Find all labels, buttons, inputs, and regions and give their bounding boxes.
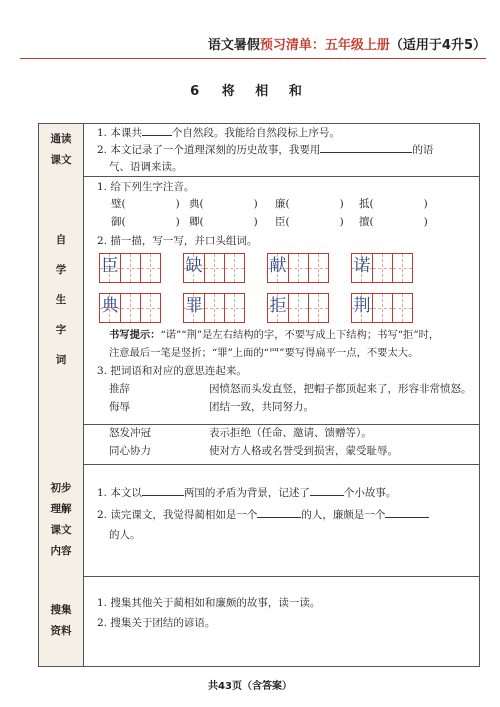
section-label-zixue-cont — [39, 424, 84, 464]
header-title — [208, 34, 486, 53]
writing-grid[interactable] — [183, 293, 245, 323]
writing-grid[interactable] — [351, 253, 413, 283]
pinyin-item — [359, 195, 428, 213]
soji-q2: 2. 搜集关于团结的谚语。 — [97, 617, 216, 629]
answer-blank[interactable] — [385, 506, 429, 518]
label-line: 搜集 — [50, 604, 72, 616]
match-meaning[interactable]: 使对方人格或名誉受到损害，蒙受耻辱。 — [209, 445, 398, 457]
section-label-soji — [39, 576, 84, 666]
pinyin-char: 御( — [111, 216, 126, 228]
answer-blank[interactable] — [142, 124, 172, 136]
paren: ) — [339, 216, 344, 228]
q-text: 个小故事。 — [343, 487, 397, 499]
q-text: 1. 本课共 — [97, 127, 142, 139]
writing-tip — [97, 326, 469, 362]
q-text: 1. 本文以 — [97, 487, 142, 499]
answer-blank[interactable] — [257, 506, 301, 518]
lesson-title-char: 相 — [255, 84, 271, 99]
label-char: 自 — [55, 234, 67, 246]
q-text: 的语 — [412, 144, 434, 156]
page-footer: 共43页（含答案） — [208, 681, 292, 692]
pinyin-char: 廉( — [275, 198, 290, 210]
lesson-title-char: 将 — [221, 84, 237, 99]
section-chubu — [39, 464, 479, 577]
zixue-p3-title: 3. 把词语和对应的意思连起来。 — [97, 365, 247, 377]
writing-grid[interactable] — [267, 293, 329, 323]
writing-grid[interactable] — [99, 253, 161, 283]
label-line: 资料 — [50, 625, 72, 637]
section-soji — [39, 576, 479, 666]
chubu-q2-cont: 的人。 — [109, 529, 141, 541]
pinyin-char: 璧( — [111, 198, 126, 210]
answer-blank[interactable] — [320, 141, 412, 153]
tongdu-q1 — [97, 124, 340, 142]
section-zixue — [39, 176, 479, 425]
label-line: 课文 — [50, 154, 72, 166]
pinyin-char: 典( — [189, 198, 204, 210]
pinyin-char: 擅( — [359, 216, 374, 228]
header-part4: （适用于4升5） — [389, 38, 486, 53]
trace-char: 拒 — [269, 296, 287, 316]
pinyin-item — [275, 213, 344, 231]
match-term[interactable]: 怒发冲冠 — [109, 427, 151, 439]
trace-char: 诺 — [353, 256, 371, 276]
pinyin-char: 卿( — [189, 216, 204, 228]
match-term[interactable]: 同心协力 — [109, 445, 151, 457]
header-part1: 语文暑假 — [207, 38, 260, 53]
writing-grid[interactable] — [99, 293, 161, 323]
paren: ) — [423, 198, 428, 210]
q-text: 两国的矛盾为背景，记述了 — [183, 487, 310, 499]
pinyin-char: 抵( — [359, 198, 374, 210]
header-part2: 预习清单： — [259, 38, 325, 53]
label-line: 通读 — [50, 133, 72, 145]
paren: ) — [175, 216, 180, 228]
pinyin-item — [189, 195, 258, 213]
lesson-title-char: 和 — [288, 84, 304, 99]
writing-grid[interactable] — [351, 293, 413, 323]
section-label-tongdu — [39, 124, 84, 176]
pinyin-char: 臣( — [275, 216, 290, 228]
label-line: 内容 — [50, 545, 72, 557]
trace-char: 典 — [101, 296, 119, 316]
zixue-p1-title: 1. 给下列生字注音。 — [97, 181, 195, 193]
soji-q1: 1. 搜集其他关于蔺相如和廉颇的故事，读一读。 — [97, 597, 321, 609]
label-char: 词 — [55, 354, 67, 366]
zixue-p2-title: 2. 描一描，写一写，并口头组词。 — [97, 235, 258, 247]
pinyin-item — [359, 213, 428, 231]
label-line: 课文 — [50, 524, 72, 536]
pinyin-item — [275, 195, 344, 213]
label-line: 理解 — [50, 503, 72, 515]
section-label-zixue — [39, 176, 84, 424]
writing-grid[interactable] — [183, 253, 245, 283]
section-zixue-cont — [39, 424, 479, 465]
match-meaning[interactable]: 团结一致，共同努力。 — [209, 401, 314, 413]
match-term[interactable]: 侮辱 — [109, 401, 130, 413]
match-meaning[interactable]: 因愤怒而头发直竖，把帽子都顶起来了，形容非常愤怒。 — [209, 383, 472, 395]
chubu-q1 — [97, 484, 396, 502]
paren: ) — [339, 198, 344, 210]
lesson-number: 6 — [190, 84, 202, 99]
match-meaning[interactable]: 表示拒绝（任命、邀请、馈赠等）。 — [209, 427, 372, 439]
tongdu-q2-cont — [109, 158, 183, 176]
header-part3: 五年级上册 — [324, 38, 390, 53]
worksheet-table — [38, 123, 480, 667]
q-text: 的人，廉颇是一个 — [301, 509, 386, 521]
answer-blank[interactable] — [310, 484, 344, 496]
match-term[interactable]: 推辞 — [109, 383, 130, 395]
pinyin-item — [111, 195, 180, 213]
tongdu-q2 — [97, 141, 433, 159]
section-tongdu — [39, 124, 479, 177]
trace-char: 罪 — [185, 296, 203, 316]
pinyin-item — [189, 213, 258, 231]
section-label-chubu — [39, 464, 84, 576]
writing-grid[interactable] — [267, 253, 329, 283]
trace-char: 缺 — [185, 256, 203, 276]
q-text: 2. 本文记录了一个道理深刻的历史故事，我要用 — [97, 144, 321, 156]
answer-blank[interactable] — [142, 484, 184, 496]
header-rule — [20, 58, 486, 59]
paren: ) — [253, 198, 258, 210]
q-text: 2. 读完课文，我觉得蔺相如是一个 — [97, 509, 258, 521]
tip-text: 注意最后一笔是竖折；“罪”上面的“罒”要写得扁平一点，不要太大。 — [109, 347, 419, 359]
chubu-q2 — [97, 506, 429, 524]
paren: ) — [175, 198, 180, 210]
label-line: 初步 — [50, 482, 72, 494]
tip-label: 书写提示： — [109, 329, 161, 341]
lesson-title — [0, 80, 500, 99]
trace-char: 荆 — [353, 296, 371, 316]
pinyin-item — [111, 213, 180, 231]
paren: ) — [253, 216, 258, 228]
q-text: 气、语调来读。 — [109, 161, 183, 173]
label-char: 生 — [55, 294, 67, 306]
label-char: 学 — [55, 264, 67, 276]
trace-char: 献 — [269, 256, 287, 276]
q-text: 个自然段。我能给自然段标上序号。 — [171, 127, 340, 139]
label-char: 字 — [55, 324, 67, 336]
paren: ) — [423, 216, 428, 228]
trace-char: 臣 — [101, 256, 119, 276]
page-header — [0, 30, 500, 56]
tip-text: “诺”“荆”是左右结构的字，不要写成上下结构；书写“拒”时， — [160, 329, 440, 341]
